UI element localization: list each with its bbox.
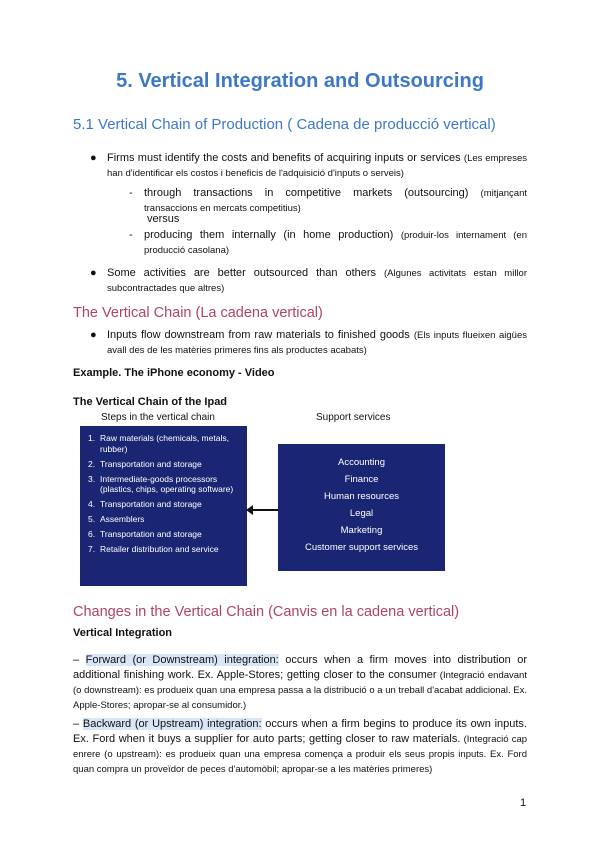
support-box [278,444,445,571]
para-text: occurs when a firm begins to produce its own inputs. Ex. Ford when it buys a supplier for auto parts; getting closer to raw materials. [73,718,527,745]
para-prefix: – [73,718,83,730]
support-list [278,444,445,553]
support-item: Human resources [324,491,399,502]
ipad-chain-heading: The Vertical Chain of the Ipad [73,396,228,408]
sub-text: through transactions in competitive markets (outsourcing) [144,187,469,199]
para-note: (Integració endavant (o downstream): es produeix quan una empresa passa a la distribució o a un treball d'acabat addicional. Ex. Apple-Stores; apropar-se al consumidor.) [73,670,527,711]
bullet-inputs-flow [90,328,527,358]
sub-note: (mitjançant transaccions en mercats competitius) [144,188,528,214]
step-text: Transportation and storage [100,529,202,539]
backward-integration-paragraph [73,717,527,777]
support-caption: Support services [316,412,391,423]
sub-item-outsourcing [129,186,527,216]
step-item [88,474,241,495]
bullet-text: Some activities are better outsourced than others [107,267,377,279]
bullet-note: (Algunes activitats estan millor subcontractades que altres) [107,268,527,294]
sub-note: (produir-los internament (en producció casolana) [144,230,527,256]
bullet-dot: ● [90,329,97,341]
support-item: Marketing [340,525,383,536]
step-item [88,459,241,470]
para-prefix: – [73,654,86,666]
bullet-outsourced [90,266,527,296]
step-item [88,514,241,525]
step-number: 7. [88,544,96,554]
arrow-line [248,509,278,511]
step-number: 2. [88,458,96,469]
page-number: 1 [520,797,527,809]
highlighted-term: Forward (or Downstream) integration: [85,654,279,666]
bullet-text: Firms must identify the costs and benefits of acquiring inputs or services [107,152,461,164]
versus-label: versus [147,213,180,225]
page-title: 5. Vertical Integration and Outsourcing [116,70,484,92]
sub-text: producing them internally (in home production) [144,229,394,241]
forward-integration-paragraph [73,653,527,713]
para-text: occurs when a firm moves into distribution or additional finishing work. Ex. Apple-Stores; getting closer to the consumer [73,654,527,681]
step-text: Raw materials (chemicals, metals, rubber) [100,433,229,454]
vertical-chain-heading: The Vertical Chain (La cadena vertical) [73,305,323,321]
step-text: Transportation and storage [100,499,202,509]
para-note: (Integració cap enrere (o upstream): es produeix quan una empresa comença a produir els seus propis inputs. Ex. Ford quan compra un proveïdor de peces d'automòbil; apropar-se a les matèries primeres) [73,734,528,775]
step-number: 3. [88,473,96,484]
section-heading-5-1: 5.1 Vertical Chain of Production ( Cadena de producció vertical) [73,116,496,133]
steps-box [80,426,247,586]
support-item: Accounting [337,457,385,468]
highlighted-term: Backward (or Upstream) integration: [82,718,262,730]
step-number: 5. [88,514,96,524]
step-item [88,544,241,555]
support-item: Customer support services [305,542,418,553]
vertical-integration-heading: Vertical Integration [73,627,173,639]
step-text: Transportation and storage [100,458,202,469]
dash: - [129,187,133,199]
step-item [88,529,241,540]
step-number: 6. [88,529,96,539]
bullet-note: (Les empreses han d'identificar els costos i beneficis de l'adquisició d'inputs o serveis) [107,153,527,179]
steps-list [80,426,247,555]
bullet-dot: ● [90,267,97,279]
step-number: 1. [88,433,96,443]
sub-item-internal [129,228,527,258]
bullet-text: Inputs flow downstream from raw materials to finished goods [107,329,410,341]
step-number: 4. [88,499,96,509]
bullet-costs-benefits [90,151,527,181]
step-text: Assemblers [100,514,145,524]
example-heading: Example. The iPhone economy - Video [73,367,275,379]
step-item [88,499,241,510]
step-text: Intermediate-goods processors (plastics, chips, operating software) [100,473,234,494]
support-item: Legal [349,508,374,519]
bullet-note: (Els inputs flueixen aigües avall des de les matèries primeres fins als productes acabats) [107,330,527,356]
steps-caption: Steps in the vertical chain [101,412,215,423]
changes-heading: Changes in the Vertical Chain (Canvis en la cadena vertical) [73,604,460,620]
step-text: Retailer distribution and service [100,544,219,554]
support-item: Finance [344,474,379,485]
bullet-dot: ● [90,152,97,164]
step-item [88,433,241,454]
dash: - [129,229,133,241]
